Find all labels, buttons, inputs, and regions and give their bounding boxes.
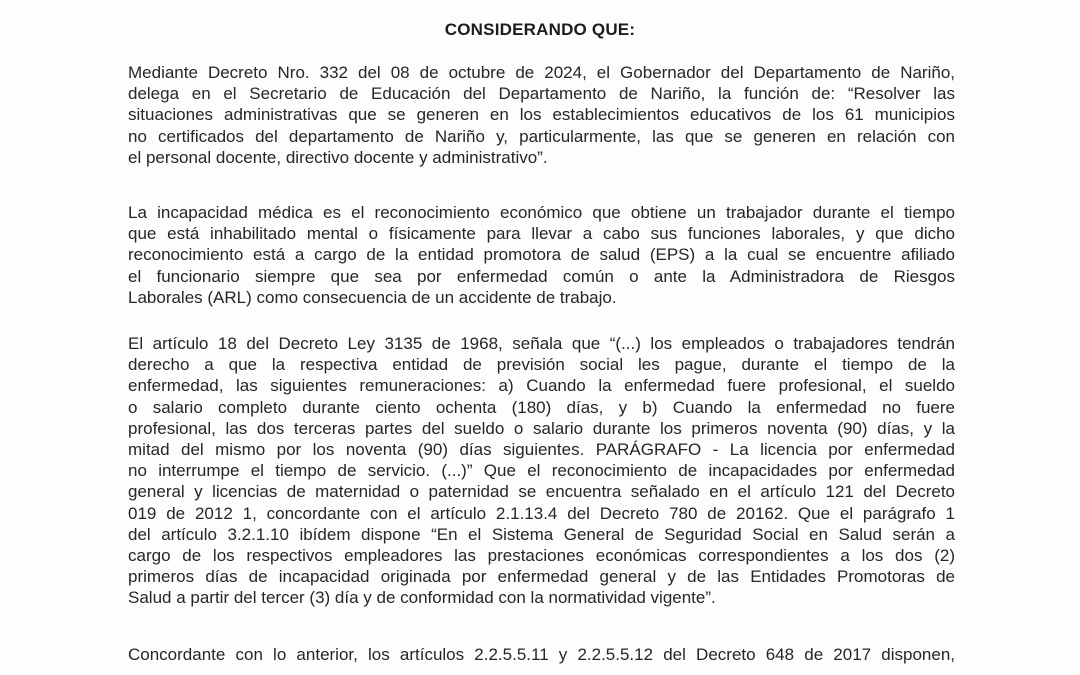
paragraph-line: que está inhabilitado mental o físicamente para llevar a cabo sus funciones laborales, y que dicho xyxy=(128,224,955,244)
paragraph-line: 019 de 2012 1, concordante con el artículo 2.1.13.4 del Decreto 780 de 20162. Que el parágrafo 1 xyxy=(128,503,955,523)
paragraph-line: reconocimiento está a cargo de la entidad promotora de salud (EPS) a la cual se encuentre afiliado xyxy=(128,245,955,265)
section-heading: CONSIDERANDO QUE: xyxy=(444,20,636,39)
paragraph-line: delega en el Secretario de Educación del Departamento de Nariño, la función de: “Resolver las xyxy=(128,84,955,104)
paragraph-line: el personal docente, directivo docente y administrativo”. xyxy=(128,147,548,167)
paragraph-line: el funcionario siempre que sea por enfermedad común o ante la Administradora de Riesgos xyxy=(128,266,955,286)
paragraph-concordante xyxy=(128,644,955,665)
paragraph-line: derecho a que la respectiva entidad de previsión social les pague, durante el tiempo de la xyxy=(128,355,955,375)
paragraph-decreto-332 xyxy=(128,62,955,168)
paragraph-line: enfermedad, las siguientes remuneraciones: a) Cuando la enfermedad fuere profesional, el sueldo xyxy=(128,376,955,396)
paragraph-line: profesional, las dos terceras partes del sueldo o salario durante los primeros noventa (90) días, y la xyxy=(128,418,955,438)
paragraph-line: mitad del mismo por los noventa (90) días siguientes. PARÁGRAFO - La licencia por enfermedad xyxy=(128,439,955,459)
paragraph-line: Concordante con lo anterior, los artículos 2.2.5.5.11 y 2.2.5.5.12 del Decreto 648 de 2017 disponen, xyxy=(128,645,955,664)
paragraph-incapacidad-medica xyxy=(128,202,955,308)
paragraph-line: del artículo 3.2.1.10 ibídem dispone “En el Sistema General de Seguridad Social en Salud serán a xyxy=(128,524,955,544)
paragraph-line: Salud a partir del tercer (3) día y de conformidad con la normatividad vigente”. xyxy=(128,588,716,608)
paragraph-line: Laborales (ARL) como consecuencia de un accidente de trabajo. xyxy=(128,287,617,307)
paragraph-line: o salario completo durante ciento ochenta (180) días, y b) Cuando la enfermedad no fuere xyxy=(128,397,955,417)
paragraph-line: general y licencias de maternidad o paternidad se encuentra señalado en el artículo 121 del Decreto xyxy=(128,482,955,502)
paragraph-line: El artículo 18 del Decreto Ley 3135 de 1968, señala que “(...) los empleados o trabajadores tendrán xyxy=(128,334,955,353)
paragraph-line: La incapacidad médica es el reconocimiento económico que obtiene un trabajador durante el tiempo xyxy=(128,203,955,222)
paragraph-line: situaciones administrativas que se generen en los establecimientos educativos de los 61 municipios xyxy=(128,105,955,125)
paragraph-line: no interrumpe el tiempo de servicio. (...)” Que el reconocimiento de incapacidades por enfermedad xyxy=(128,461,955,481)
paragraph-articulo-18 xyxy=(128,333,955,608)
paragraph-line: primeros días de incapacidad originada por enfermedad general y de las Entidades Promotoras de xyxy=(128,567,955,587)
paragraph-line: Mediante Decreto Nro. 332 del 08 de octubre de 2024, el Gobernador del Departamento de Nariño, xyxy=(128,63,955,82)
paragraph-line: cargo de los respectivos empleadores las prestaciones económicas correspondientes a los dos (2) xyxy=(128,545,955,565)
paragraph-line: no certificados del departamento de Nariño y, particularmente, las que se generen en relación con xyxy=(128,126,955,146)
